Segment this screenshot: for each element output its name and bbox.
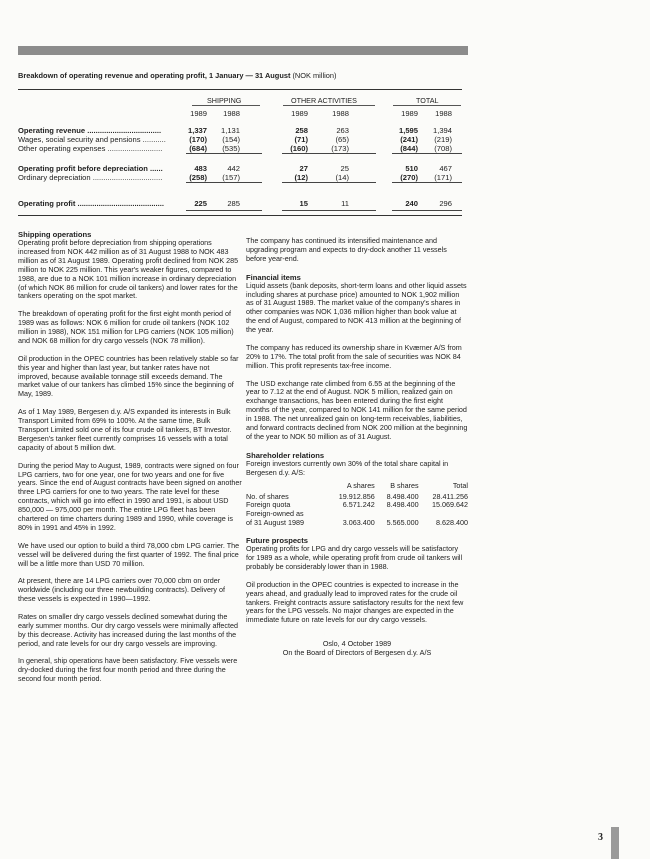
table-cell: 15 — [299, 199, 308, 208]
row-label: Operating profit before depreciation ...... — [18, 164, 163, 173]
table-cell: 263 — [336, 126, 349, 135]
paragraph: As of 1 May 1989, Bergesen d.y. A/S expanded its interests in Bulk Transport Limited from 69% to 100%. At the same time, Bulk Transport Limited sold one of its four crude oil tankers, BT Investor. Bergesen's tanker fleet currently comprises 16 vessels with a total capacity of about 5 million dwt. — [18, 407, 232, 452]
shareholder-text: Foreign investors currently own 30% of the total share capital in Bergesen d.y. A/S: — [246, 458, 449, 477]
shareholder-heading: Shareholder relations — [246, 450, 325, 460]
subtotal-rule — [392, 210, 462, 211]
table-caption — [18, 71, 336, 80]
table-row — [246, 519, 468, 528]
share-table-header — [246, 482, 325, 493]
paragraph: We have used our option to build a third 78,000 cbm LPG carrier. The vessel will be delivered during the first quarter of 1992. The final price will be a little more than USD 70 million. — [18, 540, 240, 568]
subtotal-rule — [282, 153, 376, 154]
year-header: 1988 — [223, 109, 240, 118]
year-header: 1988 — [435, 109, 452, 118]
table-cell: 510 — [405, 164, 418, 173]
table-cell: (160) — [290, 144, 308, 153]
table-cell: (154) — [222, 135, 240, 144]
table-cell: 1,337 — [187, 126, 207, 135]
share-table-cell: 8.498.400 — [386, 491, 419, 501]
year-header: 1988 — [332, 109, 349, 118]
share-table-cell: 15.069.642 — [432, 500, 468, 510]
paragraph: The company has continued its intensified maintenance and upgrading program and expects to dry-dock another 11 vessels before year-end. — [246, 236, 447, 263]
table-cell: 25 — [340, 164, 349, 173]
table-cell: (157) — [222, 173, 240, 182]
share-table — [246, 482, 468, 529]
table-cell: 442 — [227, 164, 240, 173]
year-header: 1989 — [401, 109, 418, 118]
year-header: 1989 — [291, 109, 308, 118]
table-cell: (844) — [400, 144, 418, 153]
table-top-rule — [18, 89, 462, 90]
table-cell: 225 — [194, 199, 207, 208]
left-column — [18, 230, 242, 693]
table-cell: (170) — [189, 135, 207, 144]
share-table-header: A shares — [346, 480, 375, 490]
right-column — [246, 237, 468, 658]
signoff-date: Oslo, 4 October 1989 — [322, 639, 392, 649]
table-cell: 285 — [227, 199, 240, 208]
paragraph: Oil production in the OPEC countries is expected to increase in the years ahead, and gradually lead to improved rates for the crude oil tankers. Freight contracts assure satisfactory results for the next few years for the LPG vessels. No major changes are expected in the immediate future on rate levels for our dry cargo vessels. — [246, 579, 464, 625]
group-header-total: TOTAL — [416, 96, 439, 105]
row-label: Wages, social security and pensions ........... — [18, 135, 166, 144]
table-bottom-rule — [18, 215, 462, 216]
paragraph: Rates on smaller dry cargo vessels declined somewhat during the early summer months. Our dry cargo vessels were minimally affected by this decrease. Activity has increased during the last months of the period, and rate levels for our dry cargo vessels are improving. — [18, 611, 238, 648]
subtotal-rule — [392, 182, 462, 183]
table-cell: (173) — [331, 144, 349, 153]
share-table-cell: 5.565.000 — [386, 518, 419, 528]
share-table-cell: No. of shares — [246, 491, 289, 501]
row-label: Operating profit ......................................... — [18, 199, 164, 208]
group-rule-other — [283, 105, 375, 106]
table-cell: (71) — [294, 135, 308, 144]
paragraph: The company has reduced its ownership share in Kværner A/S from 20% to 17%. The total profit from the sale of securities was NOK 84 million. This profit represents tax-free income. — [246, 342, 462, 370]
share-table-header: B shares — [390, 480, 419, 490]
table-cell: (270) — [400, 173, 418, 182]
table-cell: 240 — [405, 199, 418, 208]
group-header-shipping: SHIPPING — [207, 96, 242, 105]
paragraph: Liquid assets (bank deposits, short-term loans and other liquid assets including shares at purchase price) amounted to NOK 1,902 million as of 31 August 1989. The market value of the company's shares in other companies was NOK 1,036 million higher than book value at the end of August, compared to NOK 413 million at the beginning of the year. — [246, 280, 467, 335]
caption-title: Breakdown of operating revenue and operating profit, 1 January — 31 August — [18, 71, 291, 80]
page-number: 3 — [598, 832, 603, 843]
share-table-cell: 8.628.400 — [436, 518, 468, 528]
subtotal-rule — [282, 182, 376, 183]
table-cell: 296 — [439, 199, 452, 208]
table-cell: 1,595 — [398, 126, 418, 135]
table-cell: (708) — [434, 144, 452, 153]
shipping-heading: Shipping operations — [18, 230, 92, 239]
share-table-cell: Foreign quota — [246, 500, 291, 510]
header-bar — [18, 46, 468, 55]
share-table-cell: 6.571.242 — [342, 500, 375, 510]
subtotal-rule — [282, 210, 376, 211]
table-cell: 467 — [439, 164, 452, 173]
financial-heading: Financial items — [246, 272, 301, 282]
share-table-cell: 3.063.400 — [342, 518, 375, 528]
table-cell: 258 — [295, 126, 308, 135]
table-cell: 483 — [194, 164, 207, 173]
signoff-board: On the Board of Directors of Bergesen d.y. A/S — [282, 648, 432, 658]
table-cell: 27 — [299, 164, 308, 173]
share-table-header: Total — [452, 480, 468, 490]
table-cell: (241) — [400, 135, 418, 144]
paragraph: Oil production in the OPEC countries has been relatively stable so far this year and higher than last year, but tanker rates have not improved, because available tonnage still exceeds demand. The market value of our tankers has climbed 15% since the beginning of May, 1989. — [18, 353, 239, 399]
table-cell: (535) — [222, 144, 240, 153]
table-cell: (258) — [189, 173, 207, 182]
table-cell: (684) — [189, 144, 207, 153]
page-edge-mark — [611, 827, 619, 859]
prospects-heading: Future prospects — [246, 536, 309, 546]
subtotal-rule — [392, 153, 462, 154]
group-rule-total — [393, 105, 461, 106]
subtotal-rule — [186, 210, 262, 211]
row-label: Operating revenue ................................... — [18, 126, 162, 135]
table-cell: (219) — [434, 135, 452, 144]
row-label: Ordinary depreciation ................................. — [18, 173, 163, 182]
subtotal-rule — [186, 153, 262, 154]
year-header: 1989 — [190, 109, 207, 118]
paragraph: Operating profit before depreciation from shipping operations increased from NOK 442 million as of 31 August 1988 to NOK 483 million as of 31 August 1989. Operating profit declined from NOK 285 million to NOK 225 million. This year's weaker figures, compared to 1988, are due to a NOK 101 million increase in ordinary depreciation (of which NOK 86 million for crude oil tankers) and lower rates for the tankers operating on the spot market. — [18, 238, 239, 301]
paragraph: During the period May to August, 1989, contracts were signed on four LPG carriers, two for one year, one for two years and one for five years. Since the end of August contracts have been signed on another three LPG carriers for one to two years. The rate level for these contracts, which will go into effect in 1990 and 1991, is about USD 850,000 — 975,000 per month. The entire LPG fleet has been chartered on time charters during 1989 and 1990, while coverage is 80% in 1991 and 45% in 1992. — [18, 460, 242, 532]
share-table-cell: Foreign-owned as — [246, 509, 304, 519]
subtotal-rule — [186, 182, 262, 183]
table-cell: (14) — [335, 173, 349, 182]
table-cell: 11 — [341, 199, 349, 208]
table-cell: (171) — [434, 173, 452, 182]
table-cell: (12) — [294, 173, 308, 182]
paragraph: Operating profits for LPG and dry cargo vessels will be satisfactory for 1989 as a whole, while operating profit from crude oil tankers will probably be considerably lower than in 1988. — [246, 544, 463, 571]
share-table-cell: 19.912.856 — [338, 491, 375, 501]
paragraph: The USD exchange rate climbed from 6.55 at the beginning of the year to 7.12 at the end of August. NOK 5 million, realized gain on exchange transactions, has been entered during the first eight months of the year, compared to NOK 141 million for the same period in 1988. The net unrealized gain on long-term receivables, liabilities, and forward contracts declined from NOK 200 million at the beginning of the year to NOK 50 million as of 31 August. — [246, 378, 468, 441]
share-table-cell: 8.498.400 — [386, 500, 419, 510]
share-table-cell: of 31 August 1989 — [246, 518, 304, 528]
paragraph: At present, there are 14 LPG carriers over 70,000 cbm on order worldwide (including our three newbuilding contracts). Delivery of these vessels is expected in 1990—1992. — [18, 576, 225, 604]
table-cell: (65) — [335, 135, 349, 144]
share-table-cell: 28.411.256 — [432, 491, 468, 501]
caption-unit: (NOK million) — [292, 71, 337, 80]
table-cell: 1,131 — [220, 126, 240, 135]
row-label: Other operating expenses .......................... — [18, 144, 163, 153]
paragraph: In general, ship operations have been satisfactory. Five vessels were dry-docked during the first four month period and three during the second four month period. — [18, 656, 238, 684]
group-header-other: OTHER ACTIVITIES — [291, 96, 357, 105]
group-rule-shipping — [192, 105, 260, 106]
paragraph: The breakdown of operating profit for the first eight month period of 1989 was as follows: NOK 6 million for crude oil tankers (NOK 102 million in 1988), NOK 151 million for LPG carriers (NOK 105 million) and NOK 68 million for dry cargo vessels (NOK 78 million). — [18, 309, 234, 345]
table-cell: 1,394 — [432, 126, 452, 135]
